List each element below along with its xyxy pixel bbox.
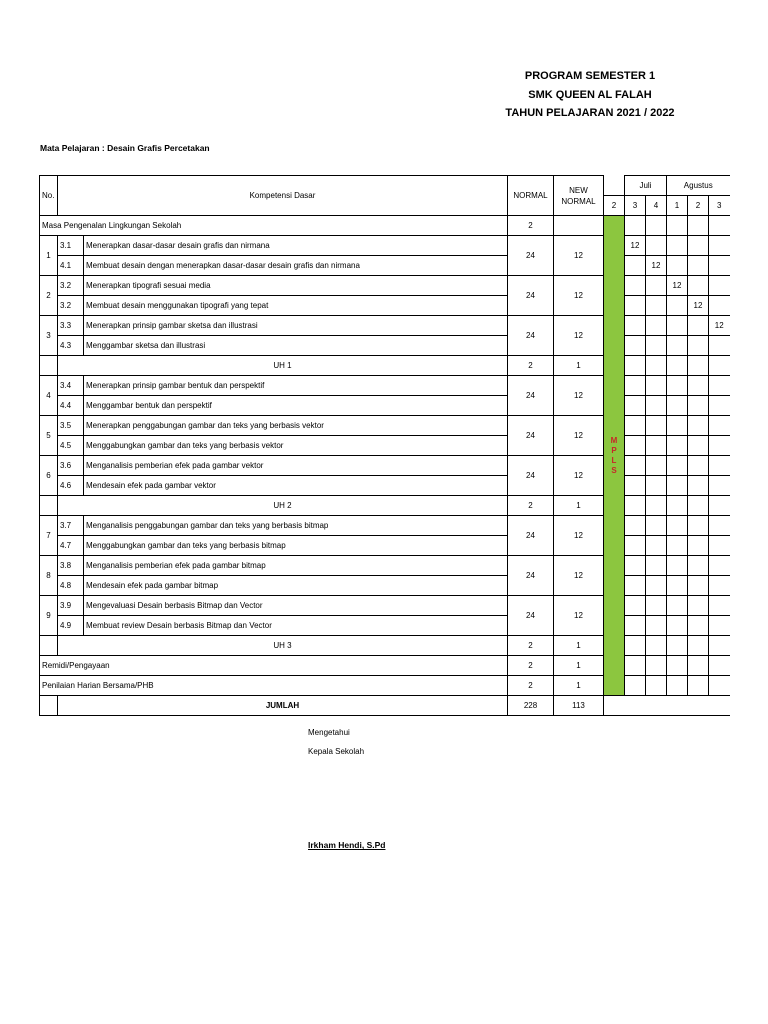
week-cell-value [625,536,646,556]
week-cell-value [646,476,667,496]
extra-normal: 2 [508,676,554,696]
header-row [40,176,730,196]
principal-name: Irkham Hendi, S.Pd [308,840,386,850]
week-cell-value [667,636,688,656]
week-cell-value [688,536,709,556]
week-cell: 1 [667,196,688,216]
week-cell-value [667,396,688,416]
competency-text: Membuat desain dengan menerapkan dasar-dasar desain grafis dan nirmana [84,256,508,276]
group-normal: 24 [508,456,554,496]
week-cell-value [625,616,646,636]
week-cell-value [667,436,688,456]
week-cell-value [625,556,646,576]
week-cell-value [646,356,667,376]
week-cell-value [709,616,730,636]
competency-text: Membuat desain menggunakan tipografi yang tepat [84,296,508,316]
week-cell: 3 [625,196,646,216]
week-cell-value [688,576,709,596]
extra-row [40,656,730,676]
group-new-normal: 12 [554,276,604,316]
acknowledgement-label: Mengetahui [308,728,350,737]
competency-code: 3.4 [58,376,84,396]
week-cell-value [709,356,730,376]
week-cell-value [625,656,646,676]
week-cell-value [688,636,709,656]
group-number: 8 [40,556,58,596]
uh-normal: 2 [508,636,554,656]
week-cell-value [688,676,709,696]
week-cell-value [709,336,730,356]
week-cell-value [688,376,709,396]
week-cell-value: 12 [667,276,688,296]
competency-row [40,596,730,616]
week-cell-value [625,456,646,476]
group-new-normal: 12 [554,376,604,416]
week-cell-value [709,556,730,576]
competency-text: Menerapkan prinsip gambar bentuk dan perspektif [84,376,508,396]
week-cell-value [709,436,730,456]
week-cell-value [625,596,646,616]
group-number: 5 [40,416,58,456]
competency-text: Menggambar bentuk dan perspektif [84,396,508,416]
week-cell-value [709,496,730,516]
week-cell-value [688,556,709,576]
week-cell-value [688,276,709,296]
group-number: 2 [40,276,58,316]
week-cell-value [646,276,667,296]
group-number: 3 [40,316,58,356]
week-cell-value [646,436,667,456]
week-cell-value [646,496,667,516]
week-cell-value [646,516,667,536]
extra-text: Penilaian Harian Bersama/PHB [40,676,508,696]
week-cell-value [646,396,667,416]
group-normal: 24 [508,596,554,636]
intro-row [40,216,730,236]
principal-role: Kepala Sekolah [308,747,365,756]
competency-row [40,536,730,556]
uh-no-blank [40,636,58,656]
competency-code: 4.1 [58,256,84,276]
week-cell-value [709,596,730,616]
week-cell: 2 [604,196,625,216]
competency-code: 3.6 [58,456,84,476]
week-cell-value [688,496,709,516]
mpls-label: M P L S [610,435,618,475]
week-cell-value [688,656,709,676]
group-normal: 24 [508,276,554,316]
competency-row [40,316,730,336]
competency-code: 3.5 [58,416,84,436]
week-cell-value [625,396,646,416]
group-number: 4 [40,376,58,416]
competency-text: Menganalisis pemberian efek pada gambar vektor [84,456,508,476]
week-cell-value [625,296,646,316]
competency-row [40,396,730,416]
week-cell-value [688,436,709,456]
week-cell-value [667,576,688,596]
competency-text: Mengevaluasi Desain berbasis Bitmap dan Vector [84,596,508,616]
competency-row [40,456,730,476]
uh-new: 1 [554,636,604,656]
competency-row [40,376,730,396]
competency-text: Mendesain efek pada gambar vektor [84,476,508,496]
week-cell-value [709,516,730,536]
competency-code: 3.2 [58,276,84,296]
uh-row [40,356,730,376]
week-cell-value [646,636,667,656]
week-cell-value [625,256,646,276]
group-normal: 24 [508,556,554,596]
uh-normal: 2 [508,496,554,516]
competency-text: Membuat review Desain berbasis Bitmap dan Vector [84,616,508,636]
week-cell-value [688,476,709,496]
week-cell-value [688,336,709,356]
week-cell-value [667,536,688,556]
week-cell-value [667,516,688,536]
week-cell-value [646,296,667,316]
week-cell-value [688,236,709,256]
week-cell-value [709,256,730,276]
week-cell-value [688,356,709,376]
header-kd: Kompetensi Dasar [58,176,508,216]
week-cell-value [646,456,667,476]
extra-new: 1 [554,656,604,676]
intro-new [554,216,604,236]
competency-row [40,276,730,296]
week-cell-value: 12 [688,296,709,316]
competency-row [40,616,730,636]
uh-label: UH 3 [58,636,508,656]
week-cell-value [667,556,688,576]
week-cell-value [688,596,709,616]
group-normal: 24 [508,416,554,456]
subject-line: Mata Pelajaran : Desain Grafis Percetakan [40,143,210,153]
week-cell-value [667,676,688,696]
competency-code: 3.3 [58,316,84,336]
week-cell-value [688,456,709,476]
month-juli: Juli [625,176,667,196]
week-cell: 4 [646,196,667,216]
week-cell-value [625,416,646,436]
week-cell-value [625,336,646,356]
week-cell-value [667,416,688,436]
header-blank [604,176,625,196]
uh-label: UH 2 [58,496,508,516]
school-name: SMK QUEEN AL FALAH [528,89,652,101]
week-cell-value: 12 [646,256,667,276]
week-cell-value [709,236,730,256]
week-cell-value [709,536,730,556]
week-cell-value [709,676,730,696]
week-cell-value [667,616,688,636]
uh-no-blank [40,496,58,516]
uh-normal: 2 [508,356,554,376]
week-cell-value [667,216,688,236]
week-cell-value [688,416,709,436]
week-cell-value [646,336,667,356]
week-cell-value [667,316,688,336]
group-number: 6 [40,456,58,496]
week-cell-value [709,376,730,396]
week-cell-value [688,216,709,236]
uh-row [40,496,730,516]
week-cell-value [625,676,646,696]
week-cell-value [646,656,667,676]
competency-code: 4.4 [58,396,84,416]
week-cell-value [688,396,709,416]
competency-text: Menganalisis penggabungan gambar dan teks yang berbasis bitmap [84,516,508,536]
week-cell-value [688,616,709,636]
week-cell-value [688,516,709,536]
total-new: 113 [554,696,604,716]
uh-new: 1 [554,356,604,376]
competency-text: Menerapkan penggabungan gambar dan teks yang berbasis vektor [84,416,508,436]
total-fill [604,696,730,716]
total-no-blank [40,696,58,716]
week-cell-value [709,296,730,316]
extra-normal: 2 [508,656,554,676]
competency-text: Menggabungkan gambar dan teks yang berbasis bitmap [84,536,508,556]
uh-new: 1 [554,496,604,516]
week-cell-value [709,396,730,416]
week-cell-value [625,436,646,456]
week-cell-value [625,216,646,236]
group-number: 7 [40,516,58,556]
uh-row [40,636,730,656]
competency-row [40,256,730,276]
week-cell-value [625,276,646,296]
week-cell-value [667,496,688,516]
total-row [40,696,730,716]
intro-text: Masa Pengenalan Lingkungan Sekolah [40,216,508,236]
competency-code: 4.8 [58,576,84,596]
competency-row [40,516,730,536]
competency-code: 3.2 [58,296,84,316]
competency-code: 3.7 [58,516,84,536]
week-cell: 2 [688,196,709,216]
extra-row [40,676,730,696]
week-cell-value [709,216,730,236]
week-cell-value [709,576,730,596]
extra-new: 1 [554,676,604,696]
week-cell-value [625,636,646,656]
competency-row [40,576,730,596]
extra-text: Remidi/Pengayaan [40,656,508,676]
uh-no-blank [40,356,58,376]
week-cell-value [667,456,688,476]
competency-text: Menggambar sketsa dan illustrasi [84,336,508,356]
week-cell-value [709,276,730,296]
week-cell-value [667,656,688,676]
competency-text: Menerapkan dasar-dasar desain grafis dan nirmana [84,236,508,256]
group-number: 1 [40,236,58,276]
group-new-normal: 12 [554,316,604,356]
week-cell-value [667,596,688,616]
competency-row [40,436,730,456]
week-cell-value [646,216,667,236]
group-normal: 24 [508,516,554,556]
academic-year: TAHUN PELAJARAN 2021 / 2022 [505,107,675,119]
week-cell-value [625,496,646,516]
week-cell-value [646,596,667,616]
week-cell-value [667,236,688,256]
week-cell-value [688,256,709,276]
week-cell-value [667,476,688,496]
week-cell-value [646,616,667,636]
group-new-normal: 12 [554,456,604,496]
intro-normal: 2 [508,216,554,236]
competency-row [40,416,730,436]
week-cell-value [688,316,709,336]
competency-code: 3.9 [58,596,84,616]
week-cell: 3 [709,196,730,216]
group-normal: 24 [508,236,554,276]
competency-code: 4.7 [58,536,84,556]
header-normal: NORMAL [508,176,554,216]
month-agustus: Agustus [667,176,730,196]
week-cell-value [646,576,667,596]
document-title: PROGRAM SEMESTER 1 [524,70,656,82]
week-cell-value: 12 [625,236,646,256]
week-cell-value [625,576,646,596]
competency-row [40,476,730,496]
group-normal: 24 [508,316,554,356]
competency-code: 4.5 [58,436,84,456]
competency-row [40,336,730,356]
group-new-normal: 12 [554,596,604,636]
competency-code: 4.9 [58,616,84,636]
group-new-normal: 12 [554,556,604,596]
uh-label: UH 1 [58,356,508,376]
competency-code: 3.8 [58,556,84,576]
competency-text: Mendesain efek pada gambar bitmap [84,576,508,596]
week-cell-value [646,556,667,576]
week-cell-value [667,336,688,356]
competency-text: Menganalisis pemberian efek pada gambar bitmap [84,556,508,576]
competency-text: Menerapkan tipografi sesuai media [84,276,508,296]
header-new-normal: NEW NORMAL [554,176,604,216]
week-cell-value [646,676,667,696]
week-cell-value [709,456,730,476]
week-cell-value [625,316,646,336]
week-cell-value [646,416,667,436]
week-cell-value: 12 [709,316,730,336]
week-cell-value [667,256,688,276]
semester-program-table [39,175,730,716]
total-normal: 228 [508,696,554,716]
competency-text: Menerapkan prinsip gambar sketsa dan illustrasi [84,316,508,336]
week-cell-value [625,476,646,496]
competency-row [40,556,730,576]
week-cell-value [667,376,688,396]
group-new-normal: 12 [554,516,604,556]
competency-row [40,296,730,316]
total-label: JUMLAH [58,696,508,716]
group-normal: 24 [508,376,554,416]
week-cell-value [646,316,667,336]
competency-text: Menggabungkan gambar dan teks yang berbasis vektor [84,436,508,456]
week-cell-value [709,476,730,496]
week-cell-value [625,376,646,396]
competency-code: 3.1 [58,236,84,256]
week-cell-value [646,536,667,556]
group-new-normal: 12 [554,416,604,456]
week-cell-value [646,236,667,256]
mpls-column [604,216,625,696]
group-new-normal: 12 [554,236,604,276]
week-cell-value [709,416,730,436]
week-cell-value [709,656,730,676]
competency-code: 4.6 [58,476,84,496]
week-cell-value [646,376,667,396]
week-cell-value [667,296,688,316]
week-cell-value [667,356,688,376]
group-number: 9 [40,596,58,636]
week-cell-value [625,516,646,536]
week-cell-value [709,636,730,656]
week-cell-value [625,356,646,376]
header-no: No. [40,176,58,216]
competency-row [40,236,730,256]
competency-code: 4.3 [58,336,84,356]
